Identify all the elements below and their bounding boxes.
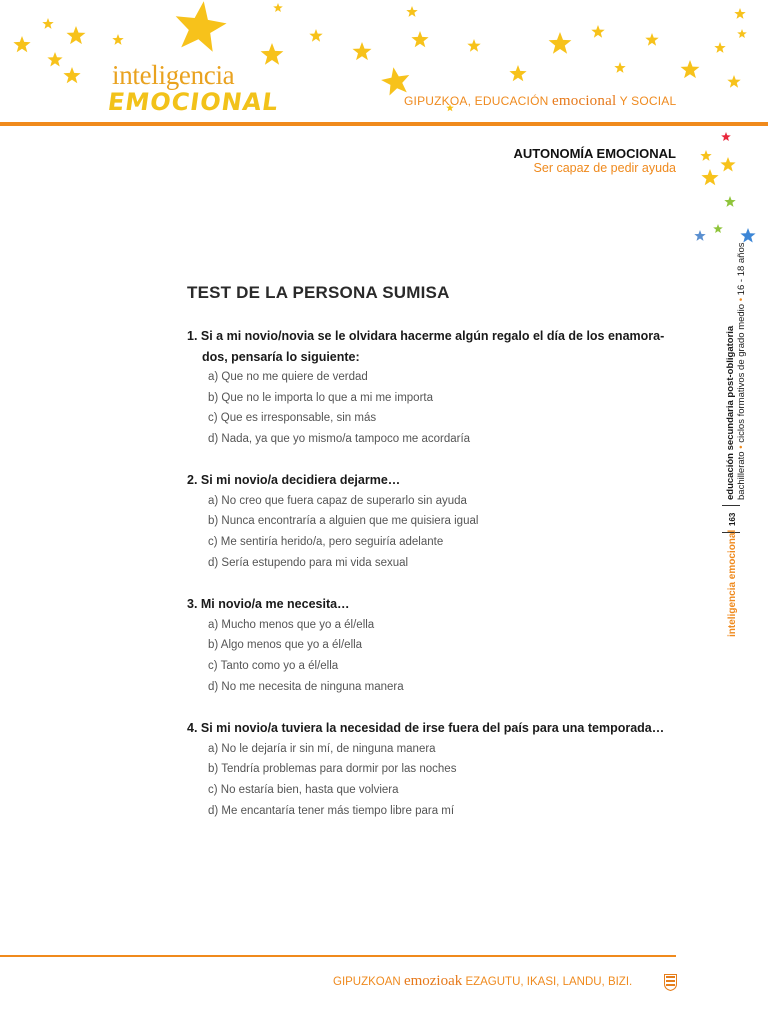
test-title: TEST DE LA PERSONA SUMISA — [187, 283, 450, 302]
star-icon — [714, 42, 725, 53]
shield-icon — [664, 974, 677, 991]
star-icon — [694, 230, 705, 241]
option-item: b) Que no le importa lo que a mi me importa — [208, 391, 433, 404]
footer-divider — [0, 955, 676, 957]
logo-text-inteligencia: inteligencia — [112, 60, 235, 90]
sidebar-brand: inteligencia emocional — [727, 529, 738, 637]
question-text: 3. Mi novio/a me necesita… — [187, 597, 350, 611]
header-tagline-pre: GIPUZKOA, EDUCACIÓN — [404, 94, 553, 108]
logo-text-emocional: EMOCIONAL — [106, 88, 281, 116]
star-icon — [261, 43, 284, 65]
star-icon — [737, 29, 747, 38]
option-item: d) Sería estupendo para mi vida sexual — [208, 556, 409, 569]
option-item: c) Me sentiría herido/a, pero seguiría adelante — [208, 535, 444, 548]
sidebar-grade-info — [736, 242, 747, 500]
sidebar-cycles: ciclos formativos de grado medio — [736, 303, 747, 443]
star-icon — [509, 65, 526, 81]
star-icon — [63, 67, 80, 83]
option-item: d) No me necesita de ninguna manera — [208, 680, 404, 693]
star-icon — [309, 29, 322, 42]
question-1 — [187, 326, 682, 450]
section-title: AUTONOMÍA EMOCIONAL — [513, 146, 676, 161]
star-icon — [724, 196, 735, 207]
footer-tagline-pre: GIPUZKOAN — [333, 976, 404, 988]
star-icon — [379, 65, 412, 97]
star-icon — [700, 150, 711, 161]
option-list — [187, 615, 682, 698]
star-icon — [614, 62, 625, 73]
star-icon — [645, 33, 658, 46]
star-icon — [721, 132, 731, 141]
star-icon — [42, 18, 53, 29]
header-tagline-emph: emocional — [552, 93, 617, 109]
option-item: a) Mucho menos que yo a él/ella — [208, 618, 375, 631]
sidebar-bach: bachillerato — [736, 451, 747, 500]
star-icon — [591, 25, 604, 38]
option-item: a) No creo que fuera capaz de superarlo sin ayuda — [208, 494, 467, 507]
question-3 — [187, 594, 682, 697]
star-icon — [47, 52, 62, 67]
sidebar-ages: 16 - 18 años — [736, 242, 747, 296]
star-icon — [411, 31, 428, 47]
star-icon — [67, 26, 86, 44]
star-icon — [406, 6, 417, 17]
option-item: c) Que es irresponsable, sin más — [208, 412, 377, 425]
star-icon — [353, 42, 372, 60]
option-item: b) Tendría problemas para dormir por las noches — [208, 763, 457, 776]
footer-tagline-post: EZAGUTU, IKASI, LANDU, BIZI. — [462, 976, 633, 988]
question-2 — [187, 470, 682, 573]
star-icon — [701, 169, 718, 185]
star-icon — [727, 75, 740, 88]
option-list — [187, 739, 682, 822]
star-icon — [467, 39, 480, 52]
header-divider — [0, 122, 768, 126]
sidebar-rule-top — [722, 505, 740, 506]
option-item: d) Nada, ya que yo mismo/a tampoco me acordaría — [208, 433, 471, 446]
sidebar-sep-1: • — [736, 442, 747, 452]
question-4 — [187, 718, 682, 821]
side-stars-decoration — [688, 128, 768, 243]
star-icon — [734, 8, 745, 19]
star-icon — [273, 3, 283, 12]
star-icon — [681, 60, 700, 78]
sidebar-sep-2: • — [736, 295, 747, 304]
option-item: a) Que no me quiere de verdad — [208, 371, 368, 383]
star-icon — [740, 228, 755, 243]
option-item: c) Tanto como yo a él/ella — [208, 659, 339, 672]
section-subtitle: Ser capaz de pedir ayuda — [533, 161, 676, 175]
option-list — [187, 491, 682, 574]
option-item: d) Me encantaría tener más tiempo libre para mí — [208, 804, 455, 817]
question-text: 2. Si mi novio/a decidiera dejarme… — [187, 473, 401, 487]
page-number: 163 — [728, 512, 737, 526]
star-icon — [713, 224, 723, 233]
star-icon — [549, 32, 572, 54]
sidebar-education-level: educación secundaria post-obligatoria — [725, 325, 736, 500]
option-item: c) No estaría bien, hasta que volviera — [208, 783, 399, 796]
question-text: 4. Si mi novio/a tuviera la necesidad de irse fuera del país para una temporada… — [187, 721, 665, 735]
footer-tagline-emph: emozioak — [403, 973, 463, 989]
footer-tagline — [333, 973, 632, 990]
option-item: b) Nunca encontraría a alguien que me quisiera igual — [208, 515, 479, 528]
star-icon — [13, 36, 30, 52]
option-list — [187, 367, 682, 450]
header-tagline-post: Y SOCIAL — [616, 94, 677, 108]
option-item: a) No le dejaría ir sin mí, de ninguna manera — [208, 742, 436, 755]
option-item: b) Algo menos que yo a él/ella — [208, 639, 363, 652]
star-icon — [720, 157, 735, 172]
question-text: 1. Si a mi novio/novia se le olvidara hacerme algún regalo el día de los enamora-dos, pensaría lo siguiente: — [187, 329, 665, 364]
star-icon — [172, 0, 230, 53]
header-tagline — [404, 93, 676, 110]
star-icon — [112, 34, 123, 45]
